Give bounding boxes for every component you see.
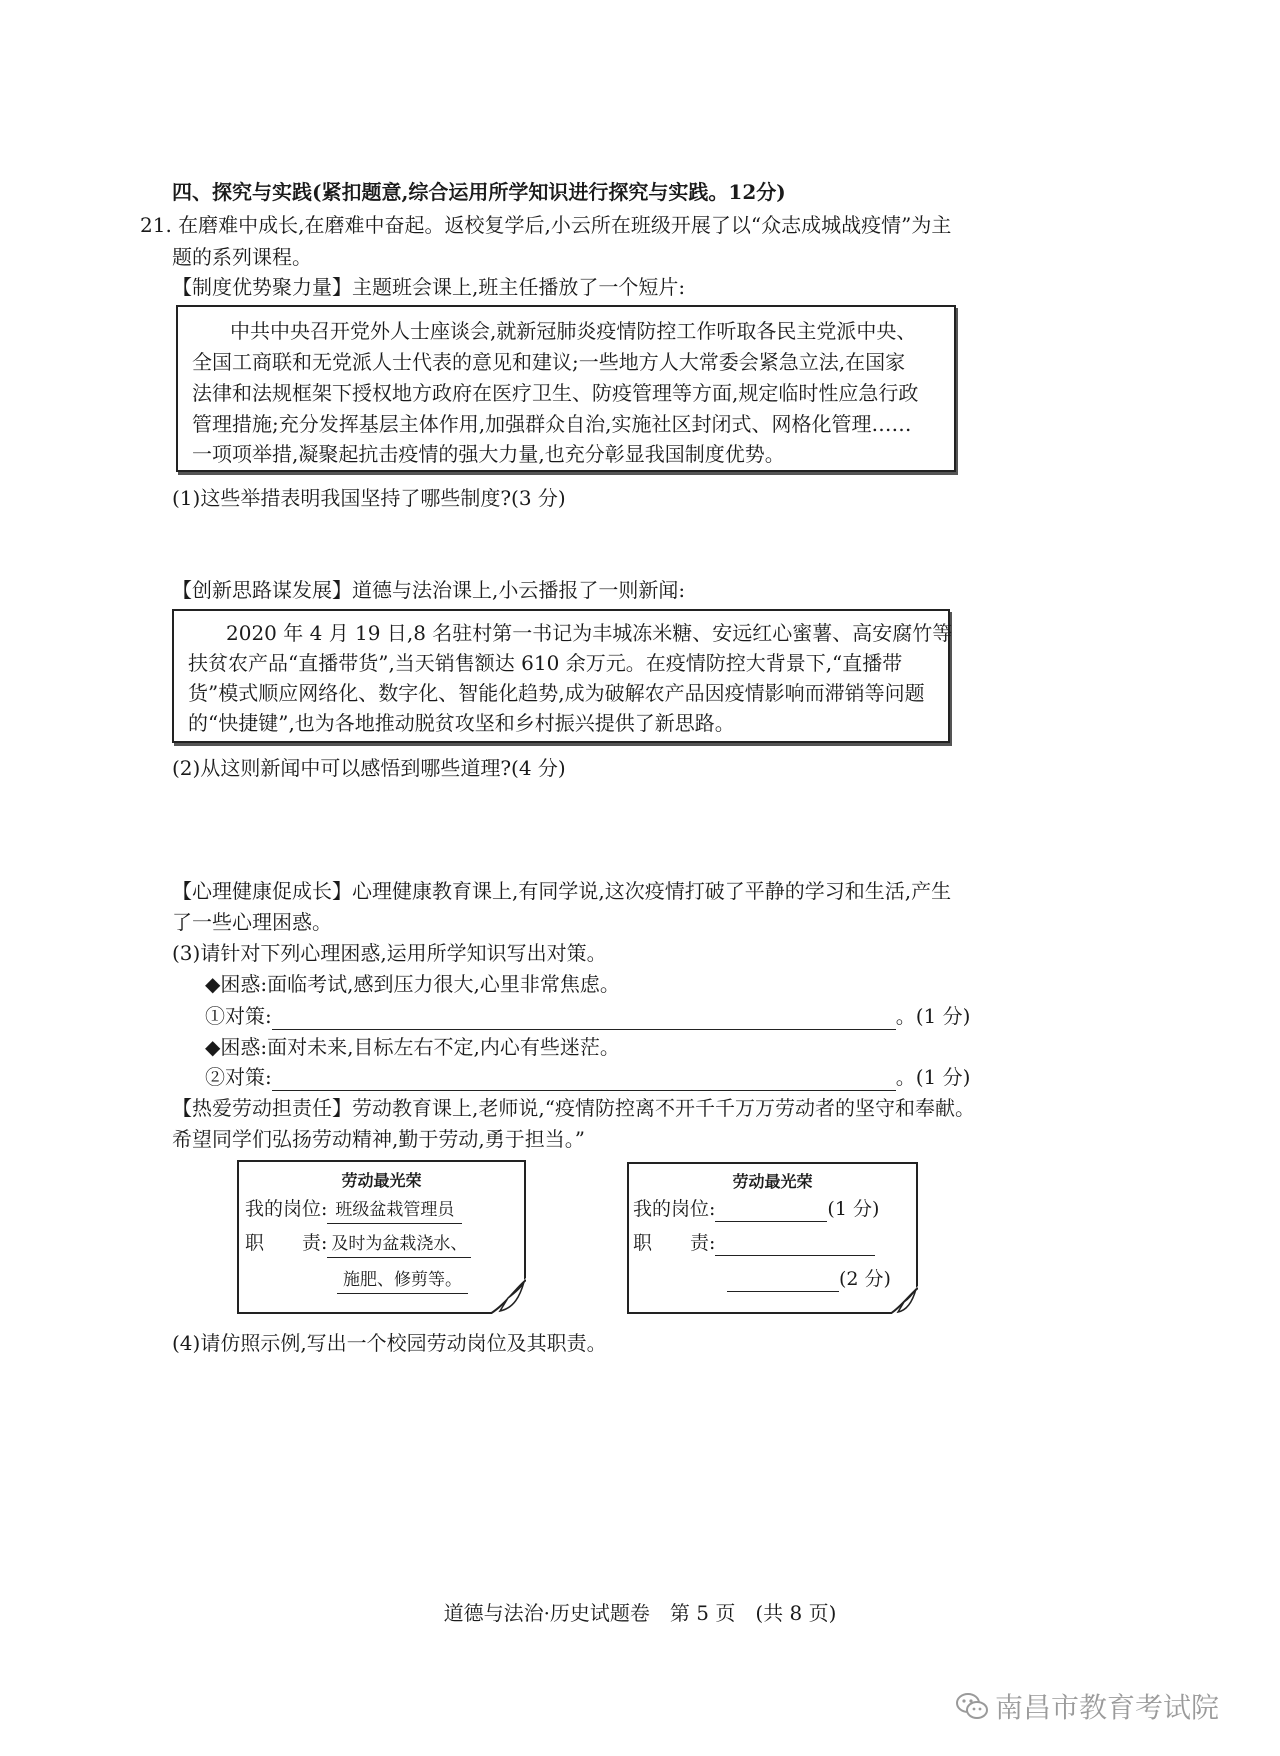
watermark: [955, 1686, 1219, 1726]
answer-card-duty-label: 职 责:: [633, 1232, 716, 1254]
question-stem-line-2: 题的系列课程。: [172, 245, 312, 269]
answer-card-post-label: 我的岗位:: [633, 1198, 716, 1220]
part3-question: (3)请针对下列心理困惑,运用所学知识写出对策。: [172, 941, 607, 965]
part3-answer-2-score: 。(1 分): [895, 1065, 971, 1089]
part3-answer-1-label: ①对策:: [205, 1004, 272, 1028]
wechat-icon: [955, 1691, 989, 1721]
part1-box-line-4: 管理措施;充分发挥基层主体作用,加强群众自治,实施社区封闭式、网格化管理……: [192, 412, 912, 436]
answer-card-post-row: [633, 1196, 879, 1222]
part4-heading-line-2: 希望同学们弘扬劳动精神,勤于劳动,勇于担当。”: [172, 1127, 585, 1151]
part1-box-line-2: 全国工商联和无党派人士代表的意见和建议;一些地方人大常委会紧急立法,在国家: [192, 350, 906, 374]
part1-box-line-1: 中共中央召开党外人士座谈会,就新冠肺炎疫情防控工作听取各民主党派中央、: [230, 319, 917, 343]
part2-heading: 【创新思路谋发展】道德与法治课上,小云播报了一则新闻:: [172, 578, 686, 602]
part3-answer-1-score: 。(1 分): [895, 1004, 971, 1028]
answer-card-post-score: (1 分): [827, 1198, 880, 1220]
part1-question: (1)这些举措表明我国坚持了哪些制度?(3 分): [172, 486, 566, 510]
answer-card-duty-blank-1[interactable]: [715, 1235, 875, 1256]
part3-heading-line-1: 【心理健康促成长】心理健康教育课上,有同学说,这次疫情打破了平静的学习和生活,产生: [172, 879, 952, 903]
part2-box-line-4: 的“快捷键”,也为各地推动脱贫攻坚和乡村振兴提供了新思路。: [188, 711, 735, 735]
part3-puzzle-1: ◆困惑:面临考试,感到压力很大,心里非常焦虑。: [205, 972, 620, 996]
answer-card-duty-blank-2[interactable]: [727, 1271, 839, 1292]
part2-box-line-1: 2020 年 4 月 19 日,8 名驻村第一书记为丰城冻米糖、安远红心蜜薯、高安腐竹等: [226, 621, 953, 645]
answer-labor-card: [627, 1162, 918, 1314]
part3-answer-2-row: [205, 1063, 970, 1091]
part3-answer-1-blank[interactable]: [272, 1007, 896, 1030]
part2-box-line-2: 扶贫农产品“直播带货”,当天销售额达 610 余万元。在疫情防控大背景下,“直播带: [188, 651, 903, 675]
part3-answer-1-row: [205, 1002, 970, 1030]
example-card-post-value: 班级盆栽管理员: [327, 1197, 462, 1224]
answer-card-duty-row-2: [727, 1266, 891, 1292]
question-stem-line-1: 21. 在磨难中成长,在磨难中奋起。返校复学后,小云所在班级开展了以“众志成城战疫情”为主: [140, 213, 952, 237]
part1-box-line-5: 一项项举措,凝聚起抗击疫情的强大力量,也充分彰显我国制度优势。: [192, 442, 785, 466]
example-card-post-row: [245, 1196, 462, 1224]
part2-material-box: [172, 609, 953, 743]
answer-card-title: 劳动最光荣: [732, 1172, 813, 1191]
part4-question: (4)请仿照示例,写出一个校园劳动岗位及其职责。: [172, 1331, 607, 1355]
part2-question: (2)从这则新闻中可以感悟到哪些道理?(4 分): [172, 756, 566, 780]
example-labor-card: [237, 1160, 526, 1314]
example-card-post-label: 我的岗位:: [245, 1198, 328, 1220]
watermark-text: 南昌市教育考试院: [995, 1691, 1220, 1724]
part3-answer-2-label: ②对策:: [205, 1065, 272, 1089]
part3-puzzle-2: ◆困惑:面对未来,目标左右不定,内心有些迷茫。: [205, 1035, 620, 1059]
example-card-duty-row: [245, 1230, 471, 1258]
part3-answer-2-blank[interactable]: [272, 1068, 896, 1091]
page-curl-icon: [888, 1286, 918, 1314]
part1-material-box: [176, 305, 956, 472]
section-title: 四、探究与实践(紧扣题意,综合运用所学知识进行探究与实践。12分): [172, 180, 786, 204]
part1-box-line-3: 法律和法规框架下授权地方政府在医疗卫生、防疫管理等方面,规定临时性应急行政: [192, 381, 919, 405]
example-card-title: 劳动最光荣: [341, 1171, 422, 1190]
page-footer: 道德与法治·历史试题卷 第 5 页 (共 8 页): [443, 1601, 837, 1625]
example-card-duty-row-2: [337, 1266, 468, 1294]
answer-card-duty-row: [633, 1230, 875, 1256]
example-card-duty-value-1: 及时为盆栽浇水、: [327, 1231, 471, 1258]
part3-heading-line-2: 了一些心理困惑。: [172, 910, 332, 934]
answer-card-duty-score: (2 分): [839, 1268, 891, 1290]
part1-heading: 【制度优势聚力量】主题班会课上,班主任播放了一个短片:: [172, 275, 686, 299]
example-card-duty-label: 职 责:: [245, 1232, 328, 1254]
page-curl-icon: [486, 1278, 526, 1314]
answer-card-post-blank[interactable]: [715, 1201, 827, 1222]
part2-box-line-3: 货”模式顺应网络化、数字化、智能化趋势,成为破解农产品因疫情影响而滞销等问题: [188, 681, 925, 705]
example-card-duty-value-2: 施肥、修剪等。: [337, 1267, 468, 1294]
part4-heading-line-1: 【热爱劳动担责任】劳动教育课上,老师说,“疫情防控离不开千千万万劳动者的坚守和奉献。: [172, 1096, 975, 1120]
